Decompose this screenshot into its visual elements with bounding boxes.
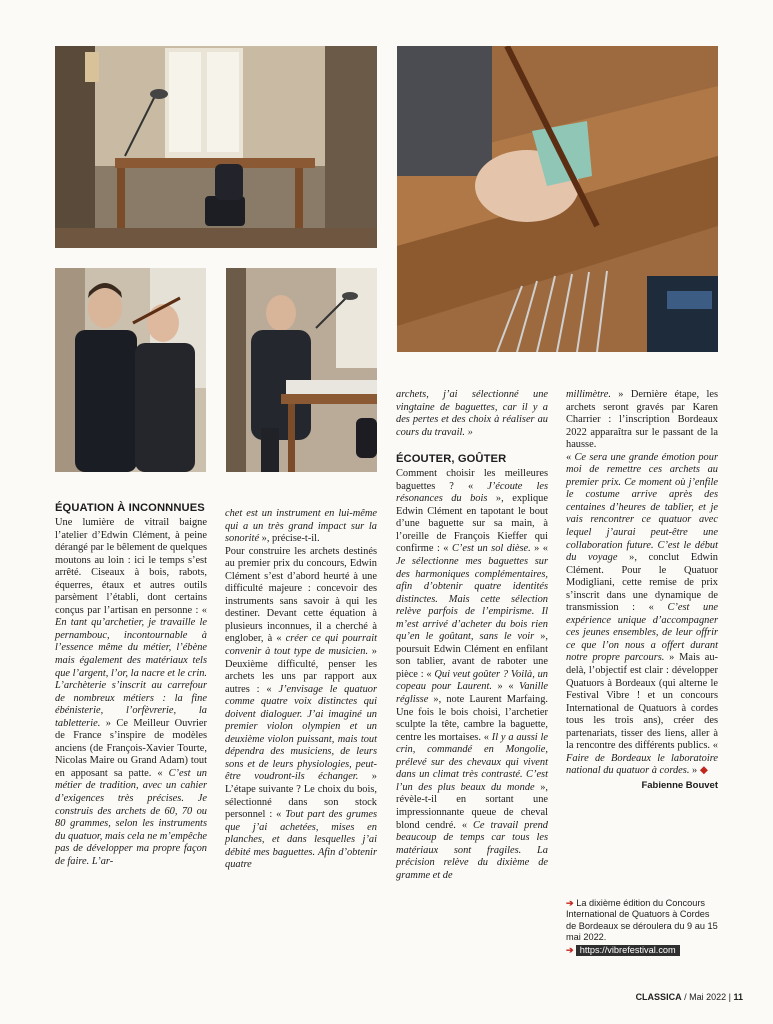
author-signature: Fabienne Bouvet [641, 779, 718, 791]
info-box [566, 898, 718, 956]
photo-workshop [55, 46, 377, 248]
article-column-3 [396, 389, 548, 882]
section-heading-ecouter: ÉCOUTER, GOÛTER [396, 453, 507, 466]
end-mark-icon: ◆ [697, 765, 708, 777]
bow-polishing-illustration [397, 46, 718, 352]
photo-two-men [55, 268, 206, 472]
page-footer [636, 992, 743, 1002]
paragraph: Une lumière de vitrail baigne l’atelier d’Edwin Clément, à peine dérangé par le bêlement de quelques moutons au loin : ici le temps s’est arrêté. Ciseaux à bois, rabots, équerres, étaux et autres outils parsèment l’établi, dont certains conçus par l’artisan en personne : « En tant qu’archetier, je travaille le pernambouc, incontournable à l’essence même du métier, l’ébène mais également des matériaux tels que l’argent, l’or, la nacre et le crin. L’archèterie s’inscrit au carrefour de nombreux métiers : la fine ébénisterie, l’orfèvrerie, la tabletterie. » Ce Meilleur Ouvrier de France s’inspire de modèles anciens (de François-Xavier Tourte, Nicolas Maire ou Grand Adam) tout en apposant sa patte. « C’est un métier de tradition, avec un cahier d’exigences très précises. Je construis des archets de 60, 70 ou 80 grammes, selon les instruments du quatuor, mais cela ne m’empêche pas de développer ma propre façon de faire. L’ar- [55, 517, 207, 867]
article-column-4 [566, 389, 718, 793]
article-column-1 [55, 502, 207, 868]
paragraph: chet est un instrument en lui-même qui a un très grand impact sur la sonorité », précise-t-il. [225, 508, 377, 545]
festival-link[interactable]: https://vibrefestival.com [576, 945, 680, 956]
two-men-illustration [55, 268, 206, 472]
workbench-illustration [226, 268, 377, 472]
magazine-name: CLASSICA [635, 992, 682, 1002]
arrow-right-icon: ➔ [566, 945, 574, 956]
paragraph: Comment choisir les meilleures baguettes ? « J’écoute les résonances du bois », explique Edwin Clément en tapotant le bout d’une baguette sur sa main, à l’oreille de François Kieffer qui confirme : « C’est un sol dièse. » « Je sélectionne mes baguettes sur des harmoniques complémentaires, afin d’obtenir quatre identités distinctes. Mais cette sélection relève parfois de l’empirisme. Il m’est arrivé d’acheter du bois rien qu’en le goûtant, sans le voir », poursuit Edwin Clément en enfilant son tablier, avant de raboter une pièce : « Qui veut goûter ? Voilà, un copeau pour Laurent. » « Vanille réglisse », note Laurent Marfaing. Une fois le bois choisi, l’archetier sculpte la tête, cambre la baguette, centre les mortaises. « Il y a aussi le crin, commandé en Mongolie, prélevé sur des chevaux qui vivent dans un climat très contrasté. C’est l’un des plus beaux du monde », révèle-t-il en sortant une impressionnante queue de cheval blond cendré. « Ce travail prend beaucoup de temps car tous les matériaux sont fragiles. La précision relève du dixième de gramme et de [396, 468, 548, 881]
article-column-2 [225, 508, 377, 872]
page-number: 11 [733, 992, 743, 1002]
issue-date: / Mai 2022 | [684, 992, 731, 1002]
paragraph: Pour construire les archets destinés au premier prix du concours, Edwin Clément s’est d’abord heurté à une difficulté majeure : concevoir des instruments sans savoir à qui les destiner. Devant cette équation à plusieurs inconnues, il a cherché à englober, à « créer ce qui pourrait convenir à tout type de musicien. » Deuxième difficulté, penser les archets les uns par rapport aux autres : « J’envisage le quatuor comme quatre voix distinctes qui doivent dialoguer. J’ai imaginé un premier violon olympien et un deuxième violon puissant, mais tout dépendra des musiciens, de leurs sons et de leurs physiologies, peut-être voudront-ils échanger. » L’étape suivante ? Le choix du bois, sélectionné dans son stock personnel : « Tout part des grumes que j’ai achetées, mises en planches, et dans lesquelles j’ai débité mes baguettes. Afin d’obtenir quatre [225, 545, 378, 871]
workshop-illustration [55, 46, 377, 248]
paragraph: millimètre. » Dernière étape, les archets seront gravés par Karen Charrier : l’inscription Bordeaux 2022 apparaîtra sur le passant de la hausse. [566, 389, 718, 451]
paragraph: archets, j’ai sélectionné une vingtaine de baguettes, car il y a des pertes et des choix à réaliser au cours du travail. » [396, 389, 548, 438]
photo-hand-polishing [397, 46, 718, 352]
info-text: ➔ La dixième édition du Concours International de Quatuors à Cordes de Bordeaux se déroulera du 9 au 15 mai 2022. [566, 898, 718, 942]
photo-man-workbench [226, 268, 377, 472]
info-link-row [566, 945, 718, 956]
paragraph: « Ce sera une grande émotion pour moi de remettre ces archets au premier prix. Ce moment où j’enfile le costume arrive après des centaines d’heures de tablier, et je vais rencontrer ce quatuor avec lequel j’aurai peut-être une collaboration future. C’est le début du voyage », conclut Edwin Clément. Pour le Quatuor Modigliani, cette remise de prix s’inscrit dans une dynamique de transmission : « C’est une expérience unique d’accompagner ces jeunes ensembles, de leur offrir ce que l’on nous a offert durant notre propre parcours. » Mais au-delà, l’objectif est clair : développer Quatuors à Bordeaux (qui alterne le Festival Vibre ! et un concours International de Quatuors à cordes tous les trois ans), créer des partenariats, tisser des liens, aller à la rencontre des différents publics. « Faire de Bordeaux le laboratoire national du quatuor à cordes. » ◆ [566, 451, 718, 777]
arrow-right-icon: ➔ [566, 898, 574, 908]
section-heading-equation: ÉQUATION À INCONNNUES [55, 502, 205, 514]
